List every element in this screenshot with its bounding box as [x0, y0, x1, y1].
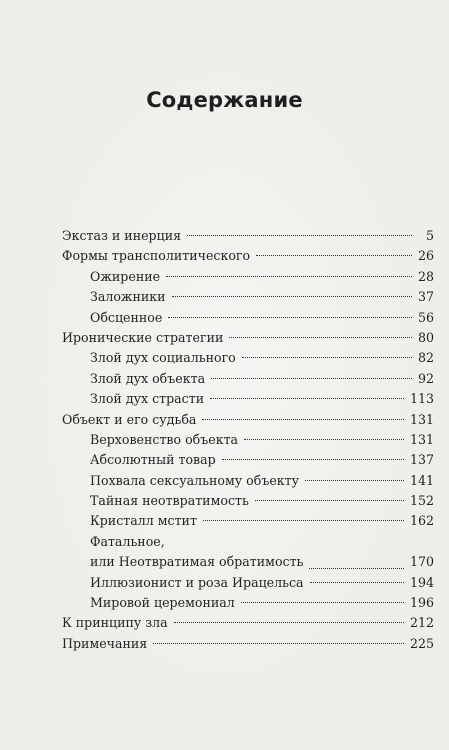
toc-entry [62, 491, 434, 511]
toc-entry-page-number: 194 [409, 574, 434, 590]
dot-leader [256, 255, 412, 256]
toc-entry-title-line: или Неотвратимая обратимость [90, 554, 304, 570]
toc-entry-title-line: Экстаз и инерция [62, 228, 182, 243]
toc-entry-page-number: 131 [409, 411, 434, 427]
dot-leader [166, 276, 412, 277]
dot-leader [174, 622, 404, 623]
toc-entry-title-line: Иронические стратегии [62, 329, 224, 345]
page-title: Содержание [146, 88, 303, 112]
toc-entry-title [90, 267, 160, 287]
dot-leader [255, 500, 404, 501]
toc-entry [62, 369, 434, 389]
dot-leader [244, 439, 404, 440]
toc-entry-title [90, 593, 235, 613]
toc-entry [62, 511, 434, 531]
toc-entry-page-number: 196 [409, 595, 434, 611]
toc-entry-page-number: 212 [409, 615, 434, 631]
toc-entry-title-line: Обсценное [90, 309, 163, 325]
dot-leader [203, 520, 404, 521]
toc-entry-title [90, 573, 304, 593]
toc-entry-page-number: 225 [409, 635, 434, 651]
dot-leader [241, 602, 404, 603]
dot-leader [153, 643, 404, 644]
dot-leader [211, 378, 412, 379]
toc-entry-title-line: Злой дух страсти [90, 391, 205, 407]
toc-entry-title [90, 287, 166, 307]
toc-entry [62, 267, 434, 287]
toc-entry-title-line: Фатальное, [90, 533, 165, 549]
dot-leader [222, 459, 404, 460]
toc-entry-title-line: К принципу зла [62, 615, 168, 631]
dot-leader [210, 398, 404, 399]
toc-entry-title-line: Мировой церемониал [90, 595, 235, 611]
toc-entry [62, 450, 434, 470]
toc-entry-title [90, 511, 197, 531]
toc-entry-title-line: Злой дух объекта [90, 370, 206, 386]
toc-entry [62, 573, 434, 593]
toc-entry-title-line: Похвала сексуальному объекту [90, 472, 300, 488]
toc-entry-title-line: Злой дух социального [90, 350, 236, 366]
toc-entry-page-number: 92 [417, 370, 434, 386]
table-of-contents [62, 226, 434, 654]
toc-entry-title [62, 328, 223, 348]
toc-entry-title [90, 308, 162, 328]
toc-entry-page-number: 152 [409, 493, 434, 509]
dot-leader [172, 296, 412, 297]
toc-entry [62, 389, 434, 409]
toc-entry-page-number: 28 [417, 268, 434, 284]
toc-entry-title-line: Кристалл мстит [90, 513, 197, 529]
toc-entry-page-number: 141 [409, 472, 434, 488]
toc-entry-page-number: 5 [425, 228, 434, 243]
toc-entry-page-number: 170 [409, 554, 434, 570]
toc-entry-title-line: Ожирение [90, 268, 161, 284]
toc-entry-title [90, 348, 236, 368]
dot-leader [305, 480, 404, 481]
toc-entry [62, 308, 434, 328]
toc-entry-title-line: Объект и его судьба [62, 411, 197, 427]
dot-leader [168, 317, 412, 318]
toc-entry-page-number: 56 [417, 309, 434, 325]
toc-entry-page-number: 137 [409, 452, 434, 468]
toc-entry [62, 634, 434, 654]
toc-entry [62, 226, 434, 246]
toc-entry-title [62, 613, 168, 633]
toc-entry [62, 287, 434, 307]
toc-entry-title [62, 246, 250, 266]
toc-entry-title [90, 389, 204, 409]
toc-entry-title-line: Заложники [90, 289, 166, 305]
dot-leader [229, 337, 412, 338]
toc-entry-page-number: 82 [417, 350, 434, 366]
toc-entry [62, 613, 434, 633]
toc-entry-title-line: Иллюзионист и роза Ирацельса [90, 574, 304, 590]
toc-entry-page-number: 26 [417, 248, 434, 264]
toc-entry [62, 410, 434, 430]
toc-entry-title-line: Тайная неотвратимость [90, 493, 249, 509]
dot-leader [242, 357, 412, 358]
toc-entry-title [62, 410, 196, 430]
toc-entry-title [90, 450, 216, 470]
toc-entry-title [90, 471, 299, 491]
toc-entry [62, 430, 434, 450]
toc-entry-title-line: Формы трансполитического [62, 248, 251, 264]
toc-entry [62, 532, 434, 573]
dot-leader [309, 568, 404, 569]
toc-entry-title [90, 532, 303, 573]
toc-entry-title-line: Абсолютный товар [90, 452, 216, 468]
dot-leader [187, 235, 412, 236]
toc-entry [62, 471, 434, 491]
toc-entry-title [62, 634, 147, 654]
toc-entry-page-number: 162 [409, 513, 434, 529]
toc-entry-title [62, 226, 181, 246]
toc-entry [62, 593, 434, 613]
toc-entry [62, 328, 434, 348]
toc-entry-page-number: 113 [409, 391, 434, 407]
toc-entry-title-line: Примечания [62, 635, 148, 651]
toc-entry-page-number: 131 [409, 431, 434, 447]
toc-entry-title [90, 369, 205, 389]
dot-leader [310, 582, 404, 583]
toc-entry-title-line: Верховенство объекта [90, 431, 239, 447]
toc-entry-title [90, 430, 238, 450]
toc-entry [62, 348, 434, 368]
toc-entry-title [90, 491, 249, 511]
dot-leader [202, 419, 404, 420]
toc-entry-page-number: 37 [417, 289, 434, 305]
toc-entry-page-number: 80 [417, 329, 434, 345]
toc-entry [62, 246, 434, 266]
